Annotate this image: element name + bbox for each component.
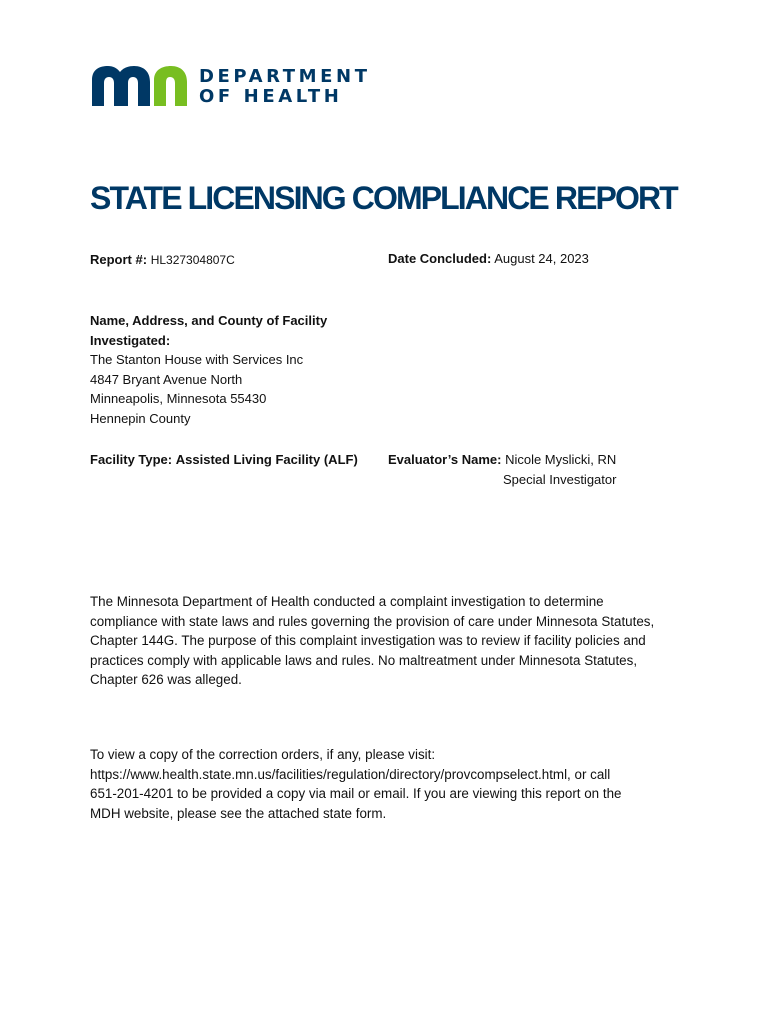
date-concluded-label: Date Concluded: (388, 251, 492, 266)
correction-line: 651-201-4201 to be provided a copy via mail or email. If you are viewing this report on the (90, 786, 622, 801)
evaluator-name (388, 450, 616, 470)
correction-line: MDH website, please see the attached state form. (90, 805, 387, 821)
summary-line: compliance with state laws and rules governing the provision of care under Minnesota Statutes, (90, 613, 655, 629)
correction-line-url: https://www.health.state.mn.us/facilities/regulation/directory/provcompselect.html, or call (90, 766, 611, 782)
date-concluded-value: August 24, 2023 (494, 251, 589, 266)
facility-county: Hennepin County (90, 410, 191, 426)
summary-line: Chapter 144G. The purpose of this complaint investigation was to review if facility policies and (90, 633, 646, 648)
summary-paragraph (90, 592, 690, 690)
evaluator-title: Special Investigator (503, 472, 617, 487)
mdh-logo (92, 66, 382, 112)
facility-info (90, 311, 327, 428)
facility-heading-line-1: Name, Address, and County of Facility (90, 313, 328, 328)
facility-heading-line-2: Investigated: (90, 332, 171, 348)
summary-line: Chapter 626 was alleged. (90, 672, 242, 687)
logo-line-1: DEPARTMENT (199, 66, 371, 87)
facility-type (90, 450, 358, 470)
correction-orders-paragraph (90, 745, 690, 823)
facility-type-label: Facility Type: (90, 452, 173, 467)
evaluator-label: Evaluator’s Name: (388, 452, 502, 467)
logo-line-2: OF HEALTH (199, 86, 343, 107)
date-concluded (388, 249, 589, 269)
facility-city: Minneapolis, Minnesota 55430 (90, 391, 267, 406)
report-number-label: Report #: (90, 252, 148, 267)
report-number (90, 250, 235, 271)
correction-line: To view a copy of the correction orders, if any, please visit: (90, 747, 436, 762)
evaluator-value: Nicole Myslicki, RN (505, 452, 617, 467)
mn-logo-mark-icon (92, 66, 192, 108)
facility-name: The Stanton House with Services Inc (90, 352, 304, 367)
summary-line: practices comply with applicable laws and rules. No maltreatment under Minnesota Statutes, (90, 652, 638, 668)
logo-wordmark (199, 67, 371, 107)
report-number-value: HL327304807C (150, 253, 235, 267)
facility-type-value: Assisted Living Facility (ALF) (175, 452, 358, 467)
facility-street: 4847 Bryant Avenue North (90, 371, 243, 387)
summary-line: The Minnesota Department of Health conducted a complaint investigation to determine (90, 594, 604, 609)
page-title: STATE LICENSING COMPLIANCE REPORT (90, 180, 677, 216)
